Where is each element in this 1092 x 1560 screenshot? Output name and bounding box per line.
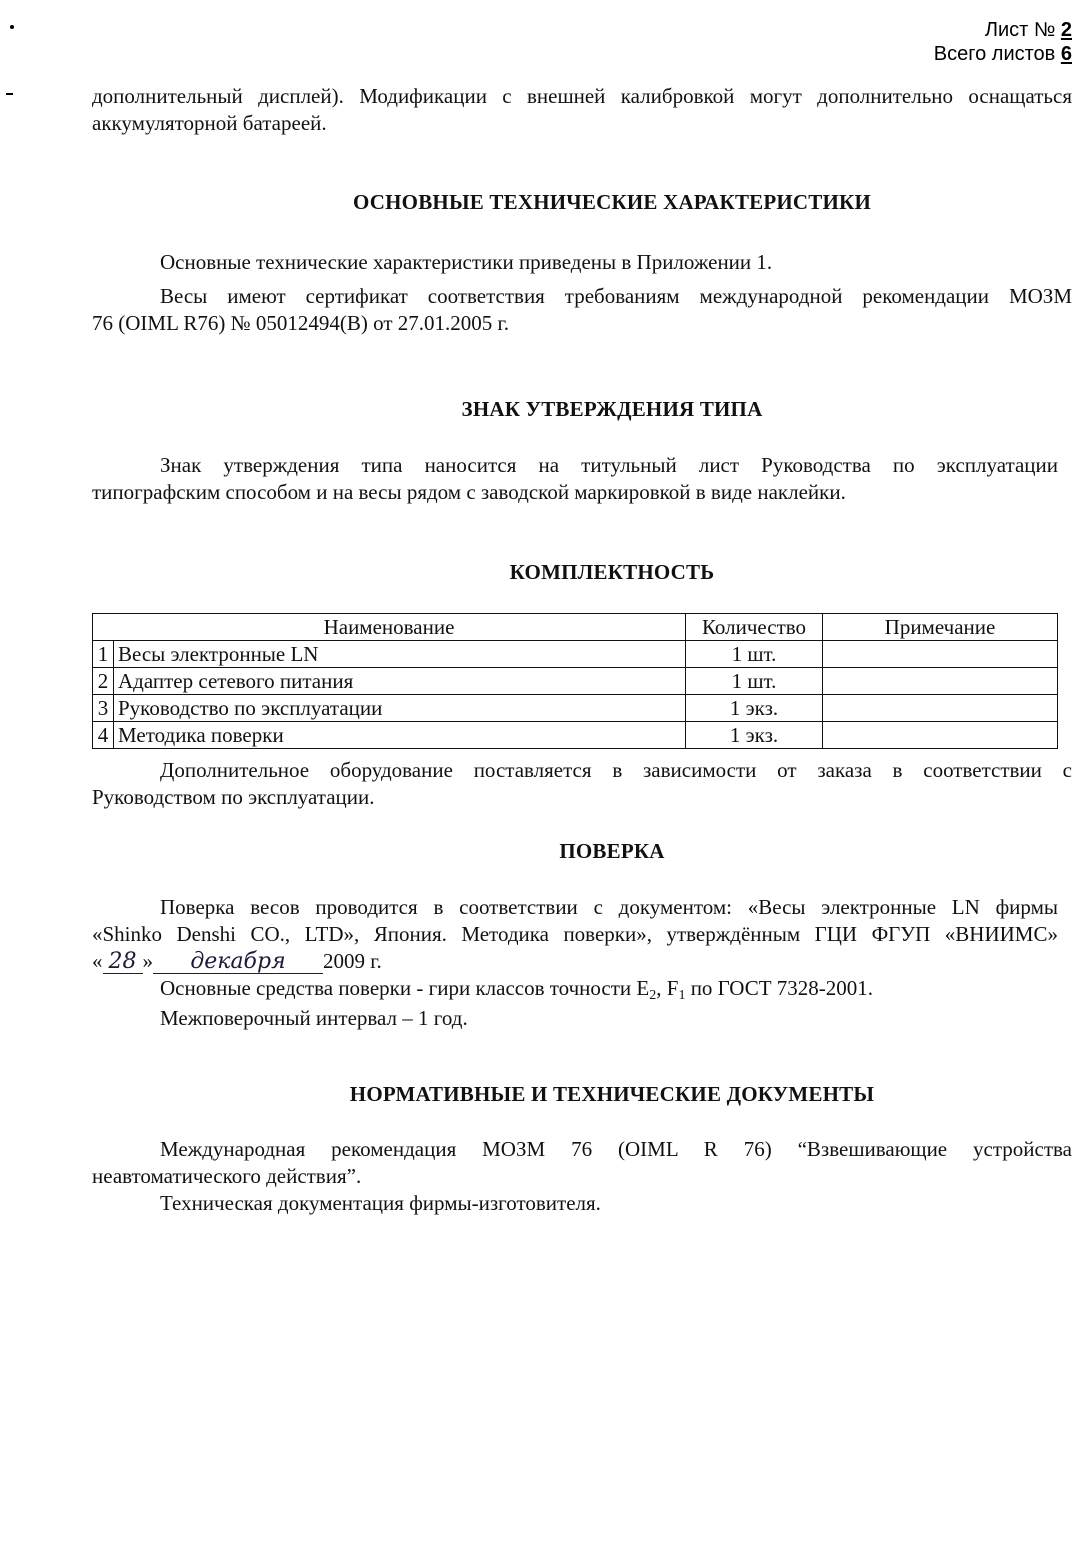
margin-dot-mark [10, 25, 14, 29]
header-note: Примечание [823, 614, 1058, 641]
verification-paragraph-1 [92, 894, 1058, 975]
specs-p2-line-2: 76 (OIML R76) № 05012494(B) от 27.01.2005 г. [92, 311, 510, 335]
row-quantity: 1 экз. [686, 695, 823, 722]
section-title-approval-mark: ЗНАК УТВЕРЖДЕНИЯ ТИПА [461, 397, 763, 421]
row-name: Руководство по эксплуатации [114, 695, 686, 722]
table-row [93, 722, 1058, 749]
completeness-after-line-1: Дополнительное оборудование поставляется в зависимости от заказа в соответствии с [160, 758, 1072, 782]
total-sheets-line [934, 42, 1072, 66]
normative-paragraph-1 [92, 1136, 1072, 1217]
row-name: Адаптер сетевого питания [114, 668, 686, 695]
tools-text-prefix: Основные средства поверки - гири классов точности E [160, 976, 650, 1000]
tools-text-mid: , F [656, 976, 679, 1000]
approval-date-line [92, 948, 1058, 975]
table-header-row [93, 614, 1058, 641]
normative-line-1: Международная рекомендация МОЗМ 76 (OIML R 76) “Взвешивающие устройства [160, 1137, 1072, 1161]
normative-line-3: Техническая документация фирмы-изготовителя. [160, 1191, 601, 1215]
row-quantity: 1 шт. [686, 668, 823, 695]
row-note [823, 668, 1058, 695]
verification-paragraph-2 [92, 975, 1072, 1032]
row-name: Методика поверки [114, 722, 686, 749]
sheet-header [934, 18, 1072, 66]
sheet-label: Лист № [984, 19, 1056, 41]
approval-mark-paragraph [92, 452, 1058, 506]
class-e-subscript: 2 [649, 988, 657, 1003]
completeness-after-line-2: Руководством по эксплуатации. [92, 785, 375, 809]
row-number: 1 [93, 641, 114, 668]
section-title-completeness: КОМПЛЕКТНОСТЬ [509, 560, 715, 584]
row-note [823, 722, 1058, 749]
verification-line-2: «Shinko Denshi CO., LTD», Япония. Методика поверки», утверждённым ГЦИ ФГУП «ВНИИМС» [92, 922, 1058, 946]
section-title-specs: ОСНОВНЫЕ ТЕХНИЧЕСКИЕ ХАРАКТЕРИСТИКИ [352, 190, 871, 214]
completeness-table [92, 613, 1058, 749]
verification-interval: Межповерочный интервал – 1 год. [160, 1006, 468, 1030]
normative-line-2: неавтоматического действия”. [92, 1164, 362, 1188]
row-number: 2 [93, 668, 114, 695]
intro-line-2: аккумуляторной батареей. [92, 111, 327, 135]
margin-dash-mark [6, 93, 13, 95]
class-f-subscript: 1 [678, 988, 686, 1003]
sheet-number: 2 [1060, 19, 1072, 41]
table-row [93, 641, 1058, 668]
table-row [93, 695, 1058, 722]
row-note [823, 641, 1058, 668]
row-name: Весы электронные LN [114, 641, 686, 668]
verification-line-1: Поверка весов проводится в соответствии с документом: «Весы электронные LN фирмы [160, 895, 1058, 919]
specs-paragraph-2 [92, 283, 1072, 337]
date-quote-close: » [142, 949, 153, 973]
sheet-number-line [934, 18, 1072, 42]
date-year: 2009 г. [323, 949, 382, 973]
section-title-normative: НОРМАТИВНЫЕ И ТЕХНИЧЕСКИЕ ДОКУМЕНТЫ [349, 1082, 875, 1106]
specs-p1-text: Основные технические характеристики приведены в Приложении 1. [160, 250, 773, 274]
row-number: 4 [93, 722, 114, 749]
completeness-after-paragraph [92, 757, 1072, 811]
row-quantity: 1 экз. [686, 722, 823, 749]
header-quantity: Количество [686, 614, 823, 641]
date-quote-open: « [92, 949, 103, 973]
row-number: 3 [93, 695, 114, 722]
row-note [823, 695, 1058, 722]
verification-tools-line [92, 975, 1072, 1002]
intro-line-1: дополнительный дисплей). Модификации с внешней калибровкой могут дополнительно оснащаться [92, 84, 1072, 108]
intro-paragraph [92, 83, 1072, 137]
total-sheets-number: 6 [1060, 43, 1072, 65]
section-title-verification: ПОВЕРКА [559, 839, 665, 863]
approval-line-1: Знак утверждения типа наносится на титульный лист Руководства по эксплуатации [160, 453, 1058, 477]
specs-p2-line-1: Весы имеют сертификат соответствия требованиям международной рекомендации МОЗМ [160, 284, 1072, 308]
specs-paragraph-1 [92, 249, 1072, 276]
row-quantity: 1 шт. [686, 641, 823, 668]
total-sheets-label: Всего листов [933, 43, 1056, 65]
date-month-handwritten: декабря [153, 951, 323, 974]
header-name: Наименование [93, 614, 686, 641]
approval-line-2: типографским способом и на весы рядом с заводской маркировкой в виде наклейки. [92, 480, 846, 504]
table-row [93, 668, 1058, 695]
date-day-handwritten: 28 [103, 951, 143, 974]
tools-text-suffix: по ГОСТ 7328-2001. [685, 976, 874, 1000]
